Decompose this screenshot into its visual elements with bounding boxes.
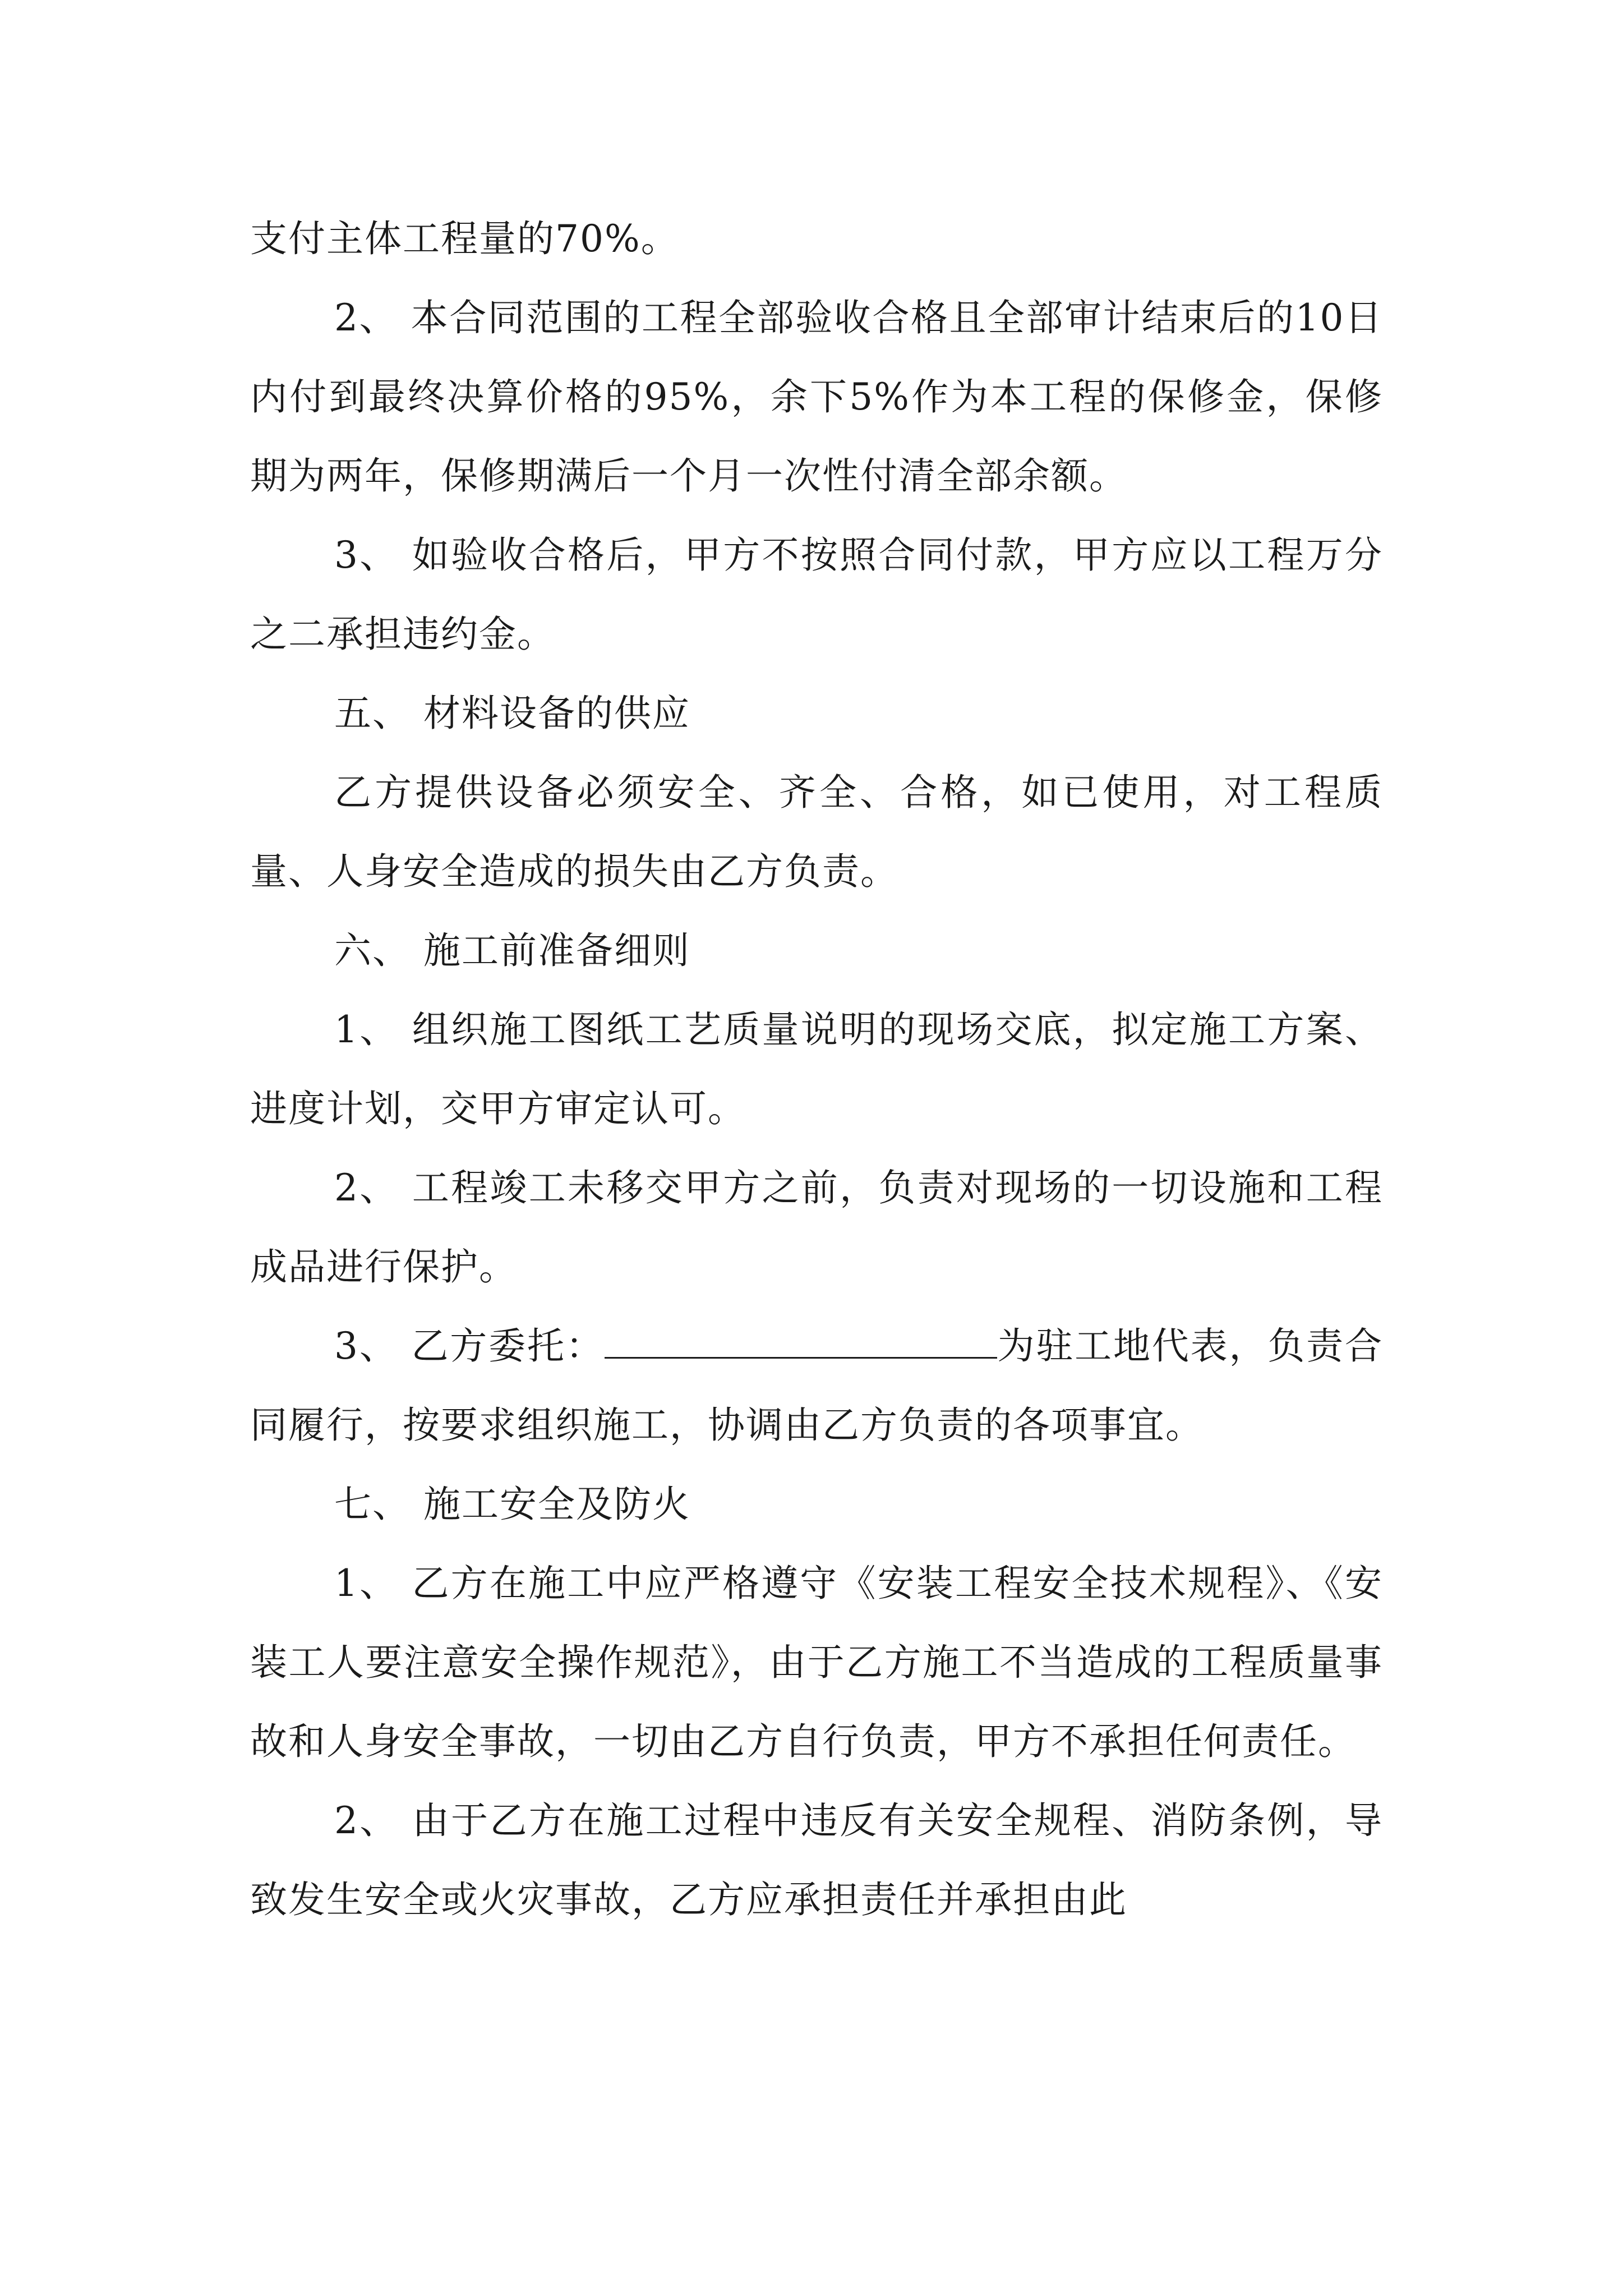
representative-duties: 为驻工地代表，负责合同履行，按要求组织施工，协调由乙方负责的各项事宜。 (250, 1324, 1383, 1447)
paragraph-site-representative (250, 1306, 1383, 1465)
paragraph-payment-70: 支付主体工程量的70%。 (250, 217, 679, 260)
document-body (250, 199, 1383, 1939)
paragraph-site-protection: 2、 工程竣工未移交甲方之前，负责对现场的一切设施和工程成品进行保护。 (250, 1166, 1383, 1289)
paragraph-safety-rules: 1、 乙方在施工中应严格遵守《安装工程安全技术规程》、《安装工人要注意安全操作规范》，由于乙方施工不当造成的工程质量事故和人身安全事故，一切由乙方自行负责，甲方不承担任何责任。 (250, 1562, 1383, 1763)
representative-label: 3、 乙方委托： (334, 1324, 605, 1368)
paragraph-penalty: 3、 如验收合格后，甲方不按照合同付款，甲方应以工程万分之二承担违约金。 (250, 533, 1383, 656)
section-heading-preparation: 六、 施工前准备细则 (334, 929, 690, 972)
paragraph-fire-liability: 2、 由于乙方在施工过程中违反有关安全规程、消防条例，导致发生安全或火灾事故，乙方应承担责任并承担由此 (250, 1799, 1383, 1921)
section-heading-materials: 五、 材料设备的供应 (334, 692, 690, 735)
paragraph-construction-plan: 1、 组织施工图纸工艺质量说明的现场交底，拟定施工方案、进度计划，交甲方审定认可。 (250, 1008, 1383, 1130)
section-heading-safety: 七、 施工安全及防火 (334, 1483, 690, 1526)
representative-blank-line (605, 1326, 997, 1359)
paragraph-final-settlement: 2、 本合同范围的工程全部验收合格且全部审计结束后的10日内付到最终决算价格的95%，余下5%作为本工程的保修金，保修期为两年，保修期满后一个月一次性付清全部余额。 (250, 296, 1383, 498)
paragraph-equipment-supply: 乙方提供设备必须安全、齐全、合格，如已使用，对工程质量、人身安全造成的损失由乙方负责。 (250, 771, 1383, 893)
